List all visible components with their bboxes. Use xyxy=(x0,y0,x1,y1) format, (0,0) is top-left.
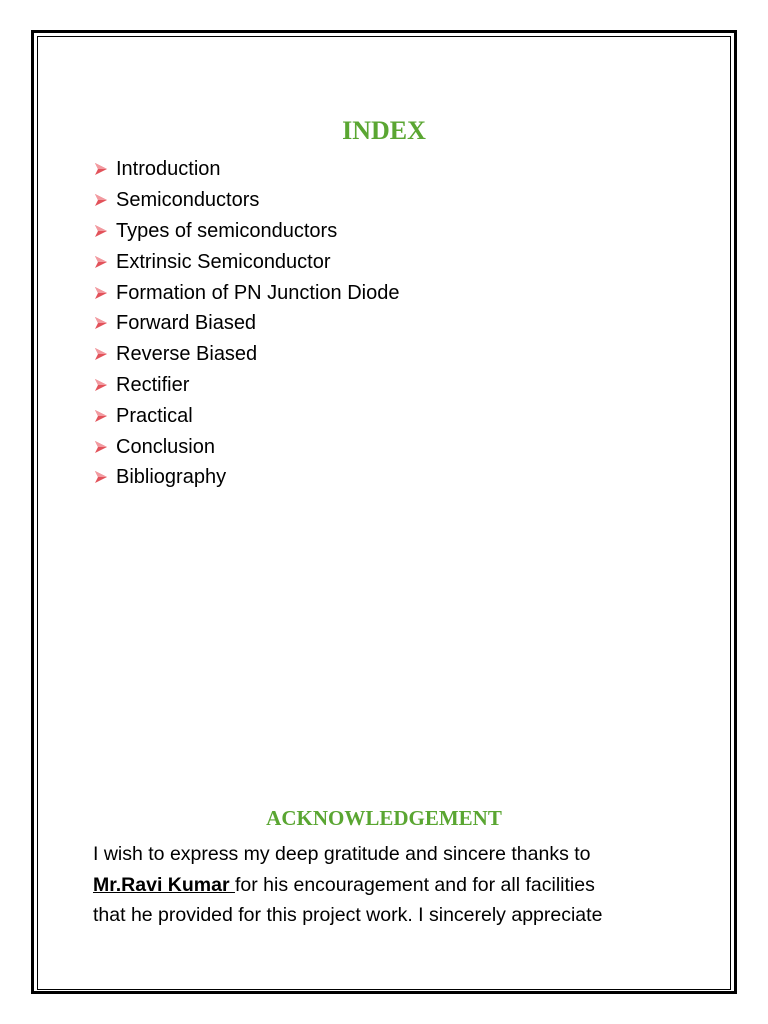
arrowhead-bullet-icon xyxy=(94,378,116,392)
list-item-label: Practical xyxy=(116,404,193,427)
list-item-label: Extrinsic Semiconductor xyxy=(116,250,331,273)
list-item xyxy=(94,246,399,277)
acknowledgement-line-2 xyxy=(93,870,693,901)
arrowhead-bullet-icon xyxy=(94,470,116,484)
arrowhead-bullet-icon xyxy=(94,316,116,330)
list-item xyxy=(94,185,399,216)
list-item-label: Types of semiconductors xyxy=(116,219,338,242)
arrowhead-bullet-icon xyxy=(94,347,116,361)
list-item xyxy=(94,216,399,247)
arrowhead-bullet-icon xyxy=(94,255,116,269)
list-item-label: Rectifier xyxy=(116,373,190,396)
list-item xyxy=(94,400,399,431)
acknowledgement-line-3: that he provided for this project work. I sincerely appreciate xyxy=(93,904,603,926)
list-item xyxy=(94,370,399,401)
list-item-label: Semiconductors xyxy=(116,189,260,212)
acknowledgement-heading: ACKNOWLEDGEMENT xyxy=(266,806,502,830)
list-item-label: Bibliography xyxy=(116,466,227,489)
arrowhead-bullet-icon xyxy=(94,224,116,238)
acknowledgement-line-1: I wish to express my deep gratitude and sincere thanks to xyxy=(93,843,591,865)
arrowhead-bullet-icon xyxy=(94,162,116,176)
list-item-label: Formation of PN Junction Diode xyxy=(116,281,400,304)
list-item-label: Reverse Biased xyxy=(116,343,258,366)
index-heading: INDEX xyxy=(342,116,426,145)
index-list xyxy=(94,154,399,493)
list-item xyxy=(94,339,399,370)
list-item-label: Forward Biased xyxy=(116,312,257,335)
mentor-name: Mr.Ravi Kumar xyxy=(93,873,235,896)
acknowledgement-line-2-text: for his encouragement and for all facilities xyxy=(234,873,595,896)
arrowhead-bullet-icon xyxy=(94,440,116,454)
list-item xyxy=(94,277,399,308)
list-item xyxy=(94,431,399,462)
arrowhead-bullet-icon xyxy=(94,409,116,423)
list-item-label: Introduction xyxy=(116,158,221,181)
list-item xyxy=(94,308,399,339)
arrowhead-bullet-icon xyxy=(94,286,116,300)
list-item xyxy=(94,154,399,185)
list-item xyxy=(94,462,399,493)
arrowhead-bullet-icon xyxy=(94,193,116,207)
acknowledgement-paragraph xyxy=(93,839,693,931)
list-item-label: Conclusion xyxy=(116,435,215,458)
